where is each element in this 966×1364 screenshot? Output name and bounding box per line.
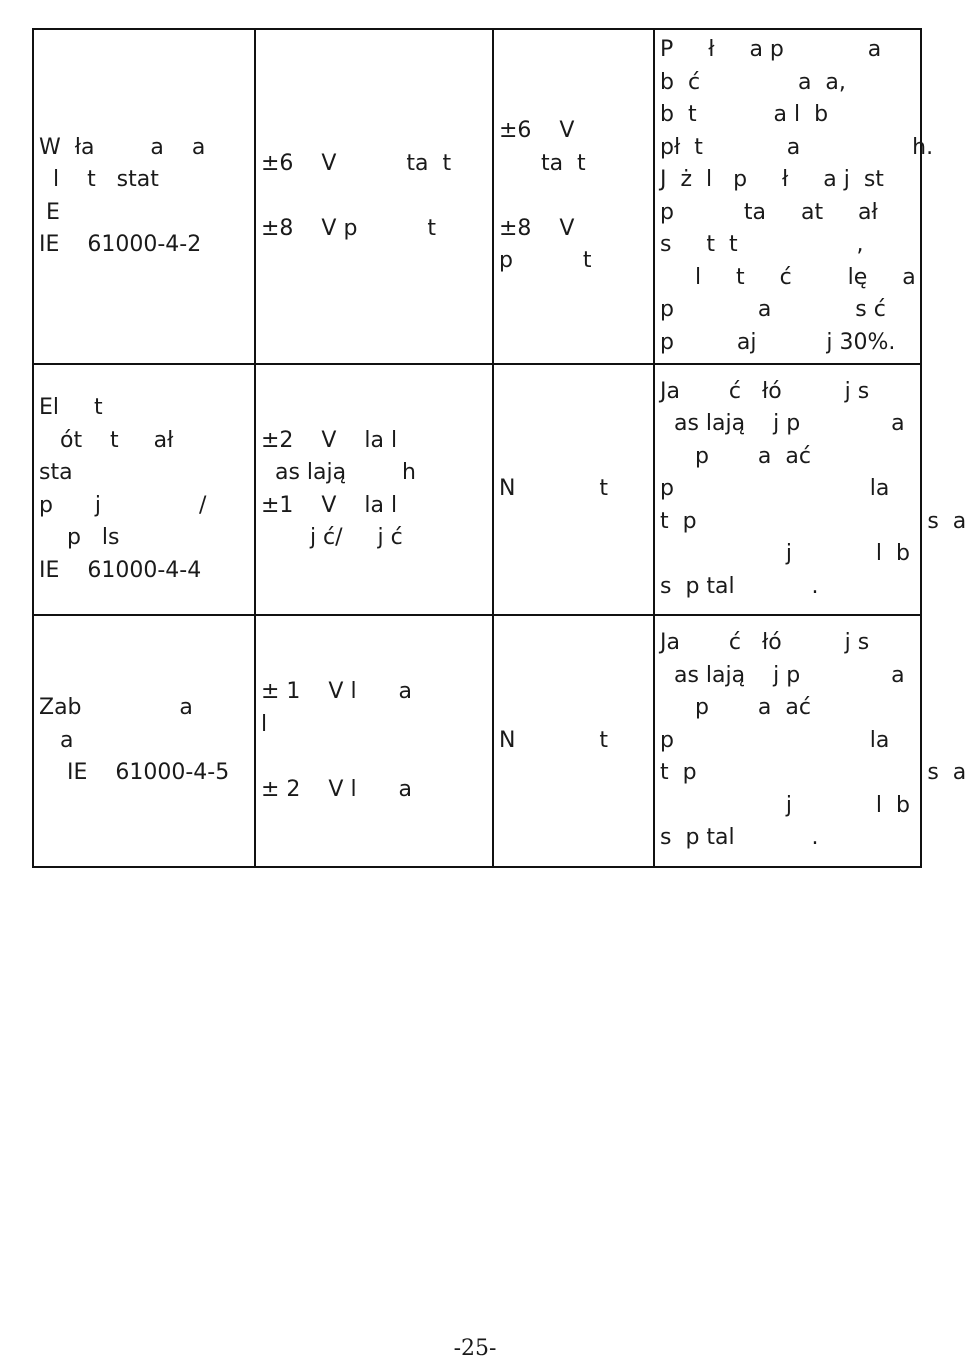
cell-text-line: p la (660, 476, 890, 502)
phenomenon-cell (33, 615, 255, 867)
cell-text-line: ta t (499, 150, 586, 176)
cell-text-line: ót t ał (39, 427, 174, 453)
cell-text-line: b t a l b (660, 102, 829, 127)
cell-text-line: ±8 V (499, 215, 575, 241)
cell-text-line (261, 741, 487, 774)
guidance-cell (654, 29, 934, 364)
cell-text-line: IE 61000-4-4 (39, 557, 202, 583)
page-number: -25- (453, 1336, 497, 1361)
cell-text-line: p j / (39, 492, 207, 518)
cell-text-line: p a ać (660, 695, 811, 721)
cell-text-line: pł t a h. (660, 134, 934, 160)
cell-text-line: Ja ć łó j s (660, 630, 870, 656)
table-row (33, 364, 921, 615)
cell-text-line: l (261, 711, 268, 737)
cell-text-line (499, 180, 648, 213)
cell-text-line: s p tal . (660, 825, 819, 851)
cell-text-line: as lają h (261, 460, 416, 485)
cell-text-line: ±6 V ta t (261, 150, 452, 176)
cell-text-line: p a s ć (660, 297, 886, 322)
cell-text-line: t p s a (660, 508, 966, 534)
compliance-level-cell (493, 615, 654, 867)
cell-text-line: N t (499, 727, 609, 753)
cell-text-line: ±8 V p t (261, 215, 436, 241)
test-level-cell (255, 29, 493, 364)
cell-text-line: b ć a a, (660, 69, 846, 95)
table-row (33, 615, 921, 867)
cell-text-line: l t stat (39, 167, 159, 192)
guidance-cell (654, 615, 966, 867)
cell-text-line: W ła a a (39, 134, 206, 160)
cell-text-line: ± 1 V l a (261, 679, 412, 704)
cell-text-line: as lają j p a (660, 662, 905, 688)
cell-text-line: p t (499, 248, 592, 274)
cell-text-line: IE 61000-4-5 (39, 760, 230, 786)
cell-text-line: ± 2 V l a (261, 776, 412, 802)
cell-text-line: j ć/ j ć (261, 525, 403, 550)
cell-text-line: IE 61000-4-2 (39, 232, 202, 257)
table-row (33, 29, 921, 364)
compliance-level-cell (493, 29, 654, 364)
cell-text-line: ±1 V la l (261, 492, 398, 518)
cell-text-line: ±2 V la l (261, 427, 398, 453)
cell-text-line: J ż l p ł a j st (660, 167, 884, 192)
cell-text-line: p aj j 30%. (660, 329, 896, 355)
cell-text-line: l t ć lę a (660, 264, 916, 290)
cell-text-line: p ta at ał (660, 199, 878, 225)
cell-text-line: ±6 V (499, 118, 575, 144)
cell-text-line: Ja ć łó j s (660, 378, 870, 404)
compliance-level-cell (493, 364, 654, 615)
cell-text-line: as lają j p a (660, 411, 905, 437)
cell-text-line: j l b (660, 792, 910, 818)
cell-text-line: j l b (660, 541, 910, 567)
cell-text-line: Zab a (39, 695, 193, 721)
cell-text-line: s p tal . (660, 573, 819, 599)
cell-text-line: p la (660, 727, 890, 753)
cell-text-line: P ł a p a (660, 37, 882, 62)
cell-text-line: p a ać (660, 443, 811, 469)
phenomenon-cell (33, 364, 255, 615)
phenomenon-cell (33, 29, 255, 364)
cell-text-line: t p s a (660, 760, 966, 786)
cell-text-line: El t (39, 395, 103, 420)
cell-text-line: E (39, 199, 60, 225)
cell-text-line: p ls (39, 525, 120, 550)
guidance-cell (654, 364, 966, 615)
cell-text-line: sta (39, 460, 73, 485)
cell-text-line (261, 180, 487, 213)
test-level-cell (255, 615, 493, 867)
emc-immunity-table (32, 28, 966, 868)
cell-text-line: s t t , (660, 232, 864, 257)
test-level-cell (255, 364, 493, 615)
cell-text-line: N t (499, 476, 609, 502)
cell-text-line: a (39, 727, 74, 753)
